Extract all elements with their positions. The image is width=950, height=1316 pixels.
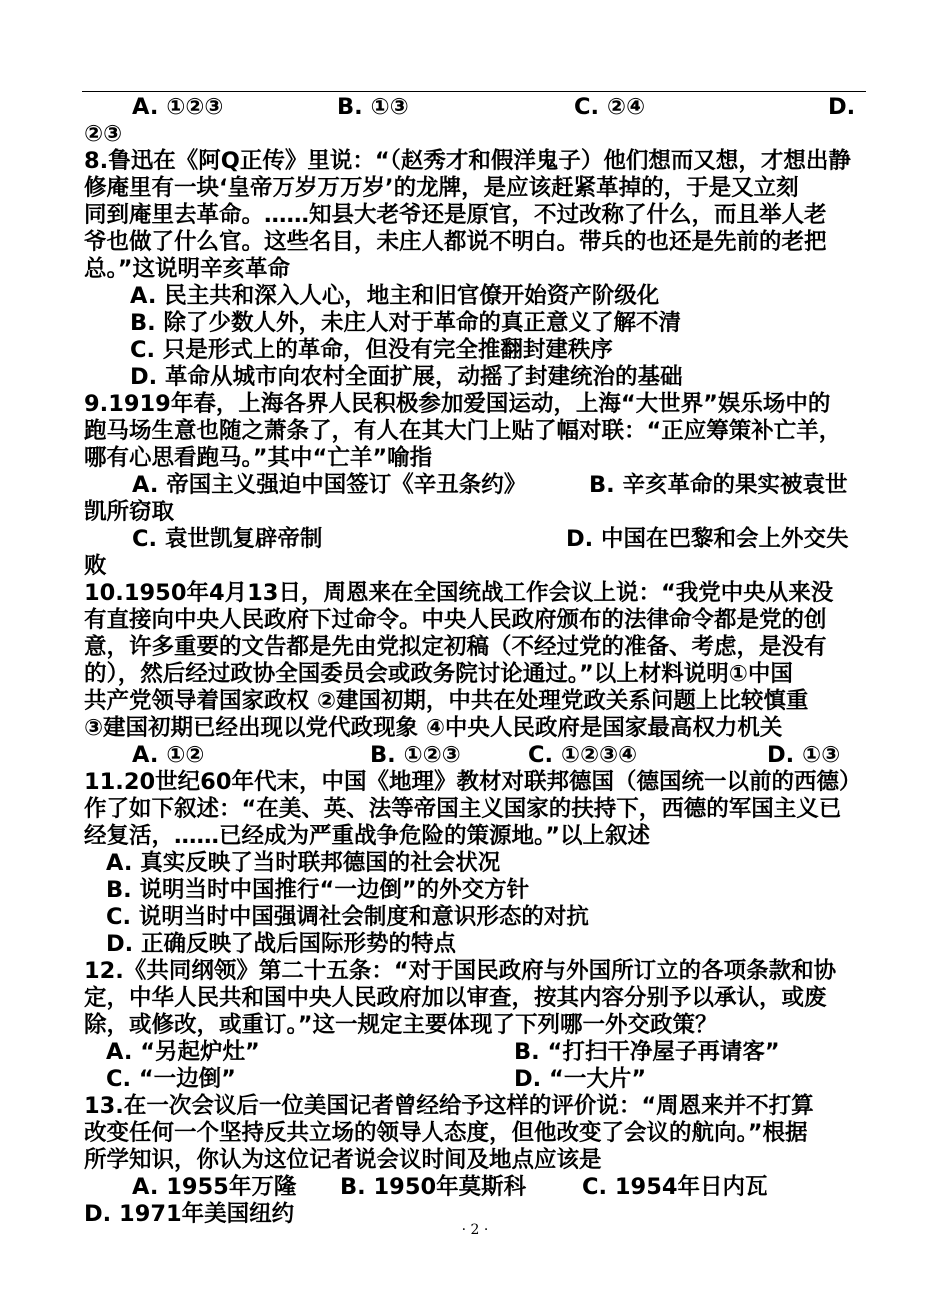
q12-option-b: B. “打扫干净屋子再请客” — [514, 1039, 780, 1065]
q13-options-row — [84, 1174, 868, 1201]
q7-option-a: A. ①②③ — [132, 94, 224, 120]
q13-option-c: C. 1954年日内瓦 — [582, 1174, 768, 1200]
q9-options-row-2 — [84, 526, 868, 553]
q7-option-b: B. ①③ — [337, 94, 409, 120]
q9-option-b: B. 辛亥革命的果实被袁世 — [589, 472, 848, 498]
q13-stem-line: 所学知识，你认为这位记者说会议时间及地点应该是 — [84, 1147, 602, 1173]
q11-option-d: D. 正确反映了战后国际形势的特点 — [106, 931, 457, 957]
q10-options-row — [84, 742, 868, 769]
q10-stem-line: 有直接向中央人民政府下过命令。中央人民政府颁布的法律命令都是党的创 — [84, 607, 827, 633]
q10-stem-line: ③建国初期已经出现以党代政现象 ④中央人民政府是国家最高权力机关 — [84, 715, 783, 741]
q9-options-row-1 — [84, 472, 868, 499]
q9-option-a: A. 帝国主义强迫中国签订《辛丑条约》 — [132, 472, 527, 498]
q10-option-b: B. ①②③ — [370, 742, 461, 768]
q10-option-d: D. ①③ — [767, 742, 841, 768]
q10-stem-line: 10.1950年4月13日，周恩来在全国统战工作会议上说：“我党中央从来没 — [84, 580, 834, 606]
q11-stem-line: 作了如下叙述：“在美、英、法等帝国主义国家的扶持下，西德的军国主义已 — [84, 796, 842, 822]
q8-stem-line: 同到庵里去革命。……知县大老爷还是原官，不过改称了什么，而且举人老 — [84, 202, 827, 228]
q13-option-b: B. 1950年莫斯科 — [340, 1174, 527, 1200]
q12-option-a: A. “另起炉灶” — [106, 1039, 260, 1065]
q11-stem-line: 11.20世纪60年代末，中国《地理》教材对联邦德国（德国统一以前的西德） — [84, 769, 862, 795]
q7-option-d-wrap: ②③ — [84, 121, 123, 147]
q12-option-c: C. “一边倒” — [106, 1066, 236, 1092]
q7-option-c: C. ②④ — [574, 94, 645, 120]
q8-stem-line: 修庵里有一块‘皇帝万岁万万岁’的龙牌，是应该赶紧革掉的，于是又立刻 — [84, 175, 799, 201]
page-number: · 2 · — [461, 1222, 489, 1238]
page-content — [84, 94, 868, 1228]
q11-option-c: C. 说明当时中国强调社会制度和意识形态的对抗 — [106, 904, 589, 930]
q13-stem-line: 13.在一次会议后一位美国记者曾经给予这样的评价说：“周恩来并不打算 — [84, 1093, 814, 1119]
q8-option-a: A. 民主共和深入人心，地主和旧官僚开始资产阶级化 — [130, 283, 660, 309]
q13-option-d: D. 1971年美国纽约 — [84, 1201, 295, 1227]
q9-stem-line: 跑马场生意也随之萧条了，有人在其大门上贴了幅对联：“正应筹策补亡羊， — [84, 418, 842, 444]
q12-option-d: D. “一大片” — [514, 1066, 647, 1092]
q13-option-a: A. 1955年万隆 — [132, 1174, 297, 1200]
q12-stem-line: 12.《共同纲领》第二十五条：“对于国民政府与外国所订立的各项条款和协 — [84, 958, 837, 984]
q7-options-row — [84, 94, 868, 121]
q12-stem-line: 除，或修改，或重订。”这一规定主要体现了下列哪一外交政策？ — [84, 1012, 718, 1038]
q10-stem-line: 意，许多重要的文告都是先由党拟定初稿（不经过党的准备、考虑，是没有 — [84, 634, 827, 660]
q12-options-row-2 — [84, 1066, 868, 1093]
q8-option-c: C. 只是形式上的革命，但没有完全推翻封建秩序 — [130, 337, 613, 363]
q7-option-d: D. — [828, 94, 856, 120]
q9-option-c: C. 袁世凯复辟帝制 — [132, 526, 323, 552]
q10-option-a: A. ①② — [132, 742, 205, 768]
q8-stem-line: 8.鲁迅在《阿Q正传》里说：“（赵秀才和假洋鬼子）他们想而又想，才想出静 — [84, 148, 851, 174]
header-rule — [82, 91, 866, 92]
q9-option-d: D. 中国在巴黎和会上外交失 — [566, 526, 849, 552]
q12-options-row-1 — [84, 1039, 868, 1066]
q12-stem-line: 定，中华人民共和国中央人民政府加以审查，按其内容分别予以承认，或废 — [84, 985, 827, 1011]
q13-stem-line: 改变任何一个坚持反共立场的领导人态度，但他改变了会议的航向。”根据 — [84, 1120, 808, 1146]
q8-stem-line: 总。”这说明辛亥革命 — [84, 256, 291, 282]
q10-option-c: C. ①②③④ — [528, 742, 638, 768]
q9-stem-line: 哪有心思看跑马。”其中“亡羊”喻指 — [84, 445, 433, 471]
q9-option-d-wrap: 败 — [84, 553, 107, 579]
q9-option-b-wrap: 凯所窃取 — [84, 499, 175, 525]
q8-option-d: D. 革命从城市向农村全面扩展，动摇了封建统治的基础 — [130, 364, 683, 390]
q10-stem-line: 共产党领导着国家政权 ②建国初期，中共在处理党政关系问题上比较慎重 — [84, 688, 809, 714]
q10-stem-line: 的），然后经过政协全国委员会或政务院讨论通过。”以上材料说明①中国 — [84, 661, 793, 687]
q8-option-b: B. 除了少数人外，未庄人对于革命的真正意义了解不清 — [130, 310, 682, 336]
q9-stem-line: 9.1919年春，上海各界人民积极参加爱国运动，上海“大世界”娱乐场中的 — [84, 391, 831, 417]
q11-option-b: B. 说明当时中国推行“一边倒”的外交方针 — [106, 877, 530, 903]
q11-option-a: A. 真实反映了当时联邦德国的社会状况 — [106, 850, 501, 876]
q11-stem-line: 经复活，……已经成为严重战争危险的策源地。”以上叙述 — [84, 823, 651, 849]
q8-stem-line: 爷也做了什么官。这些名目，未庄人都说不明白。带兵的也还是先前的老把 — [84, 229, 827, 255]
